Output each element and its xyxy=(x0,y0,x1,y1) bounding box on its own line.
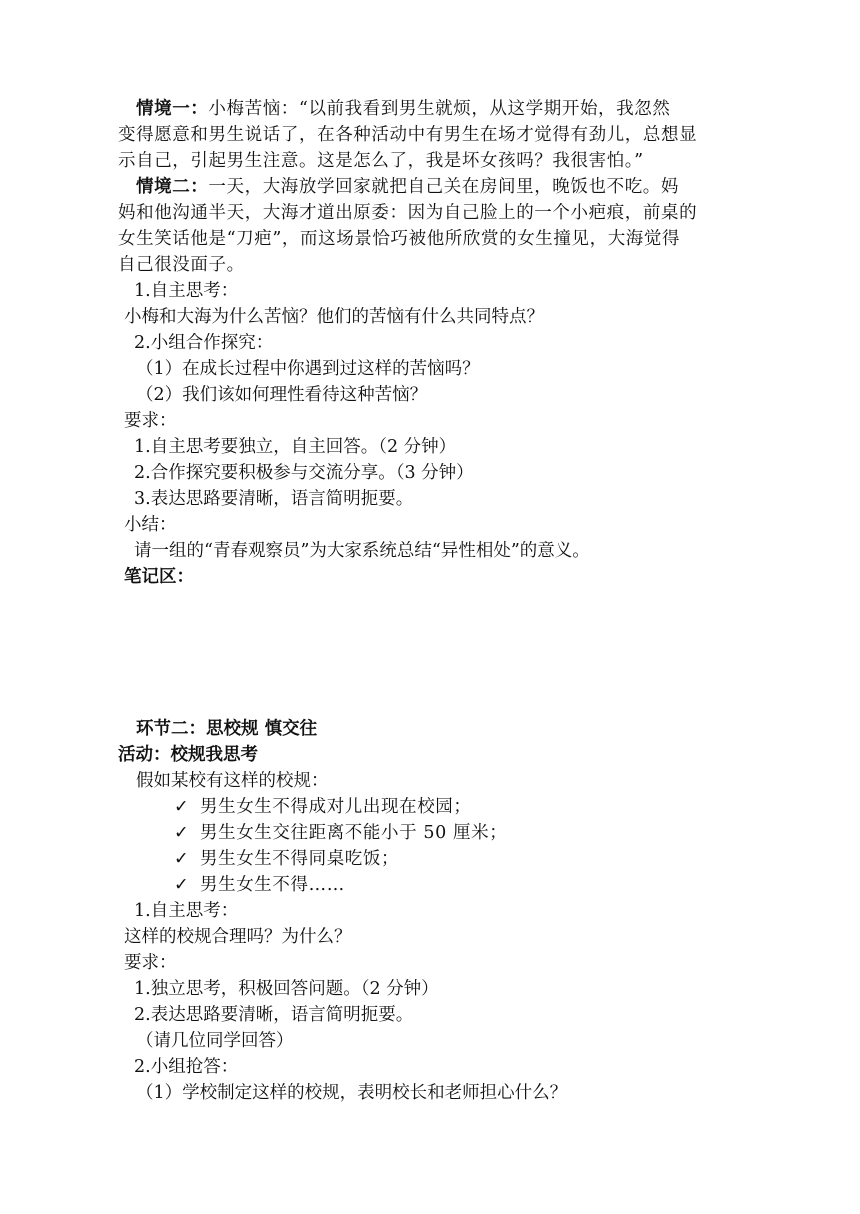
part1-self-think-question: 小梅和大海为什么苦恼？他们的苦恼有什么共同特点？ xyxy=(124,307,544,327)
part1-requirement-1: 1.自主思考要独立，自主回答。（2 分钟） xyxy=(134,437,457,457)
part1-summary-title: 小结： xyxy=(124,515,177,535)
check-icon: ✓ xyxy=(174,849,190,869)
scenario-1-text-1: 小梅苦恼：“以前我看到男生就烦，从这学期开始，我忽然 xyxy=(208,99,671,119)
part1-group-question-1: （1）在成长过程中你遇到过这样的苦恼吗？ xyxy=(136,359,480,379)
activity-title: 活动：校规我思考 xyxy=(118,745,258,765)
part2-group-heading: 2.小组抢答： xyxy=(134,1057,239,1077)
part2-requirement-1: 1.独立思考，积极回答问题。（2 分钟） xyxy=(134,979,439,999)
section-2-title: 环节二：思校规 慎交往 xyxy=(136,719,318,739)
scenario-2-line-1 xyxy=(136,174,679,200)
rule-text: 男生女生交往距离不能小于 50 厘米； xyxy=(200,823,508,843)
scenario-2-text-1: 一天，大海放学回家就把自己关在房间里，晚饭也不吃。妈 xyxy=(208,177,680,197)
part2-self-think-question: 这样的校规合理吗？为什么？ xyxy=(124,927,352,947)
check-icon: ✓ xyxy=(174,797,190,817)
part2-requirement-note: （请几位同学回答） xyxy=(136,1031,294,1051)
part2-requirement-2: 2.表达思路要清晰，语言简明扼要。 xyxy=(134,1005,414,1025)
part1-summary-text: 请一组的“青春观察员”为大家系统总结“异性相处”的意义。 xyxy=(134,541,590,561)
rule-item xyxy=(174,872,345,898)
notes-area-label: 笔记区： xyxy=(124,567,194,587)
part2-group-question-1: （1）学校制定这样的校规，表明校长和老师担心什么？ xyxy=(136,1083,568,1103)
rule-item xyxy=(174,846,399,872)
scenario-1-line-1 xyxy=(136,96,670,122)
rule-item xyxy=(174,794,472,820)
scenario-1-line-3: 示自己，引起男生注意。这是怎么了，我是坏女孩吗？我很害怕。” xyxy=(118,151,644,171)
check-icon: ✓ xyxy=(174,875,190,895)
scenario-2-label: 情境二： xyxy=(136,177,209,197)
part1-group-heading: 2.小组合作探究： xyxy=(134,333,274,353)
part2-requirements-title: 要求： xyxy=(124,953,177,973)
rule-text: 男生女生不得同桌吃饭； xyxy=(200,849,400,869)
scenario-2-line-4: 自己很没面子。 xyxy=(118,255,245,275)
part1-self-think-heading: 1.自主思考： xyxy=(134,281,239,301)
part1-requirement-3: 3.表达思路要清晰，语言简明扼要。 xyxy=(134,489,414,509)
rule-item xyxy=(174,820,507,846)
scenario-1-line-2: 变得愿意和男生说话了，在各种活动中有男生在场才觉得有劲儿，总想显 xyxy=(118,125,698,145)
part1-requirements-title: 要求： xyxy=(124,411,177,431)
check-icon: ✓ xyxy=(174,823,190,843)
rule-text: 男生女生不得成对儿出现在校园； xyxy=(200,797,472,817)
scenario-2-line-2: 妈和他沟通半天，大海才道出原委：因为自己脸上的一个小疤痕，前桌的 xyxy=(118,203,698,223)
rule-text: 男生女生不得…… xyxy=(200,875,345,895)
part1-group-question-2: （2）我们该如何理性看待这种苦恼？ xyxy=(136,385,428,405)
part2-self-think-heading: 1.自主思考： xyxy=(134,901,239,921)
scenario-1-label: 情境一： xyxy=(136,99,209,119)
part1-requirement-2: 2.合作探究要积极参与交流分享。（3 分钟） xyxy=(134,463,474,483)
scenario-2-line-3: 女生笑话他是“刀疤”，而这场景恰巧被他所欣赏的女生撞见，大海觉得 xyxy=(118,229,681,249)
rules-intro: 假如某校有这样的校规： xyxy=(136,771,329,791)
